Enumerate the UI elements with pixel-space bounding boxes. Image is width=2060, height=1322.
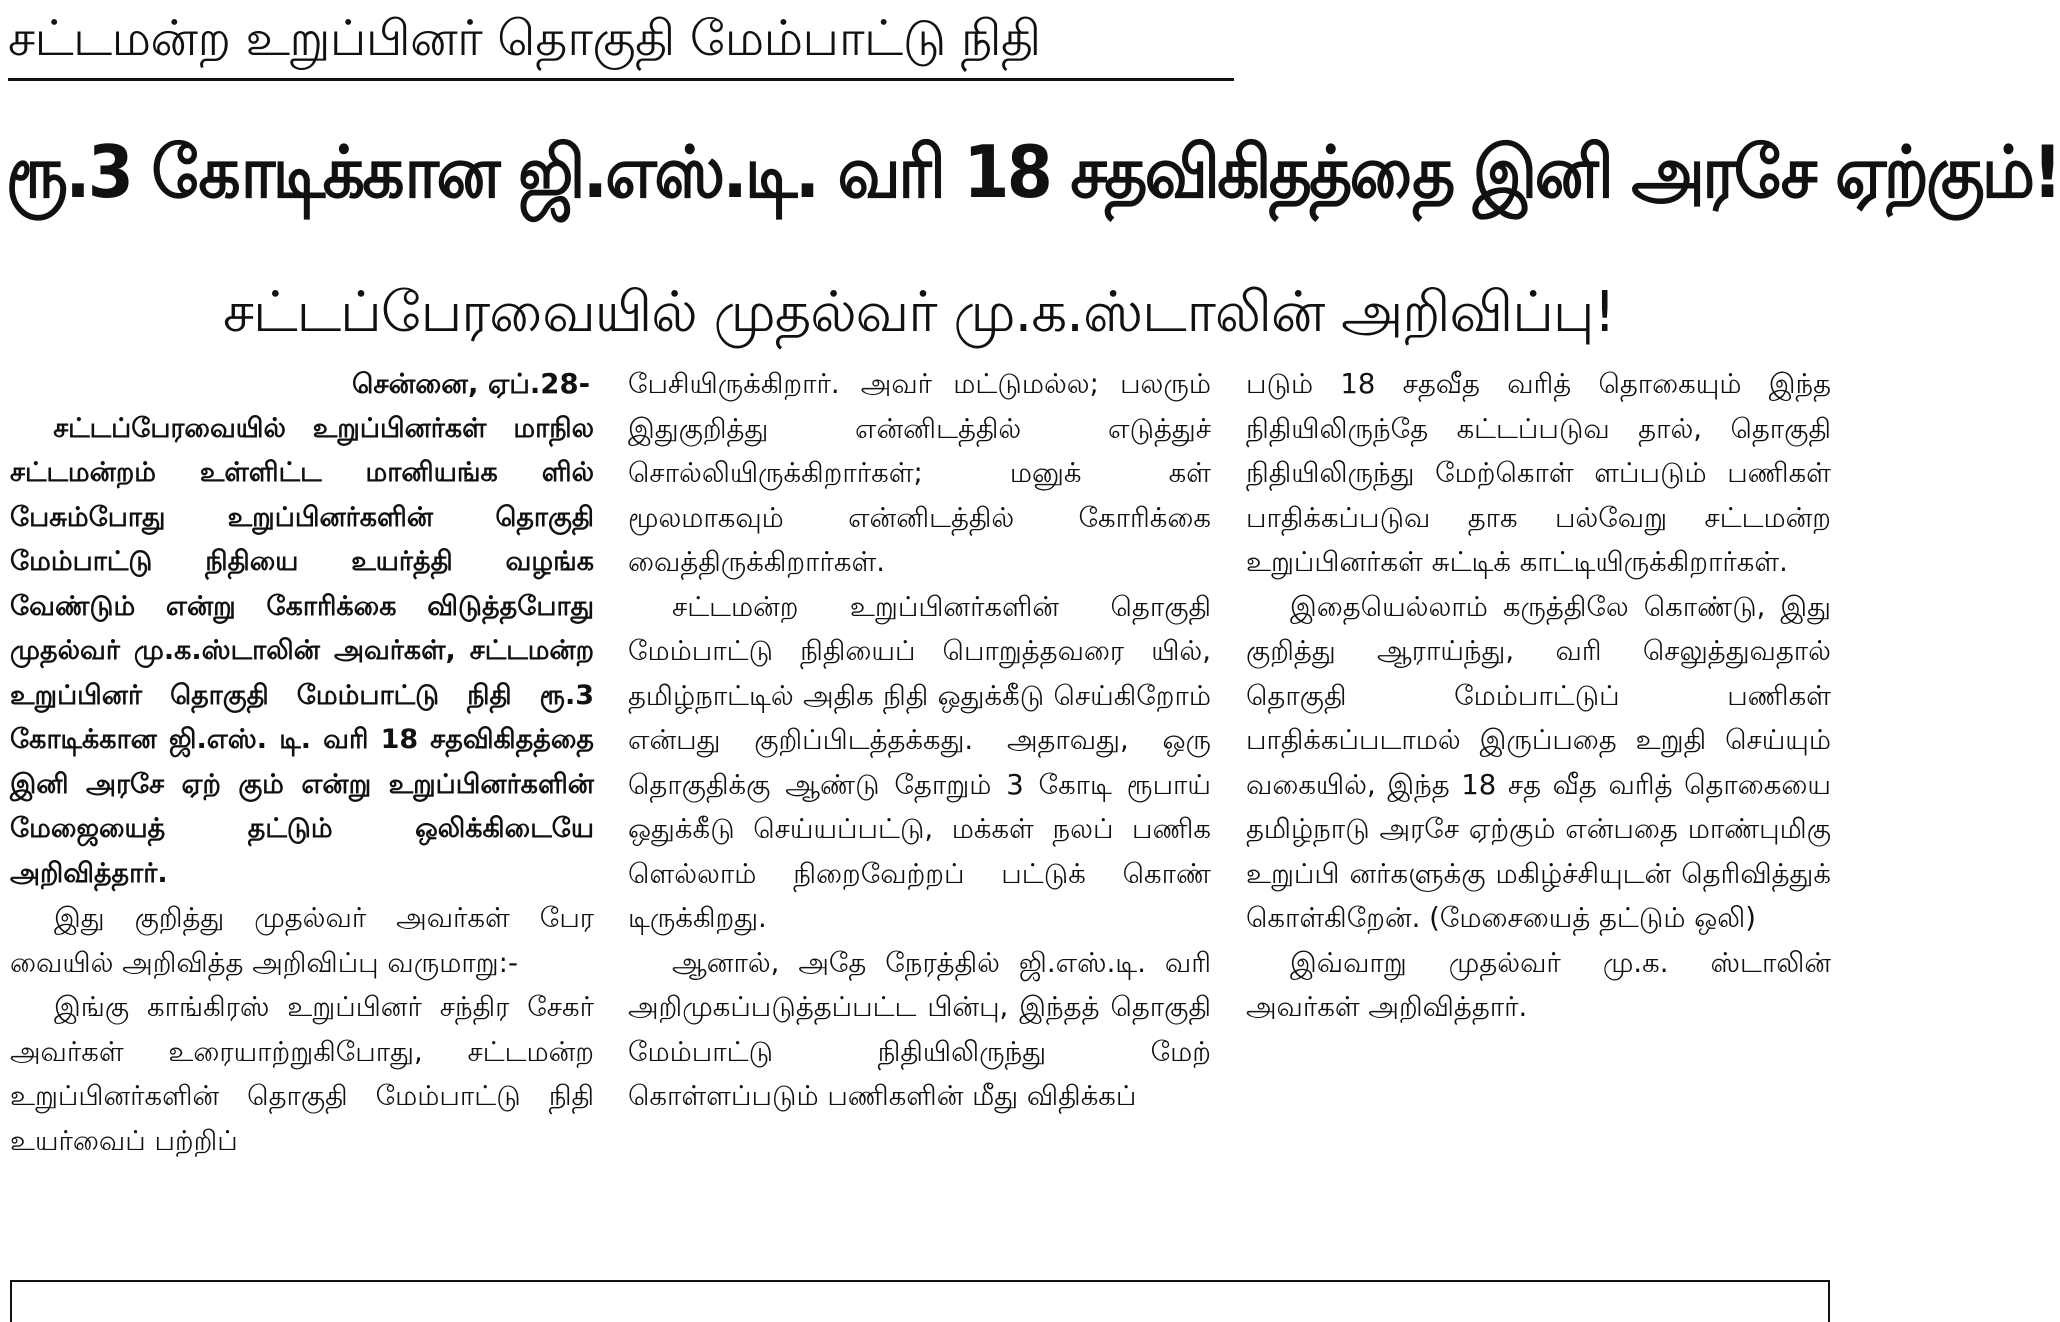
article-column-3 — [1246, 362, 1831, 1030]
body-paragraph: படும் 18 சதவீத வரித் தொகையும் இந்த நிதியிலிருந்தே கட்டப்படுவ தால், தொகுதி நிதியிலிருந்து மேற்கொள் ளப்படும் பணிகள் பாதிக்கப்படுவ தாக பல்வேறு சட்டமன்ற உறுப்பினர்கள் சுட்டிக் காட்டியிருக்கிறார்கள். — [1246, 368, 1831, 578]
dateline: சென்னை, ஏப்.28- — [351, 368, 590, 400]
body-paragraph: சட்டமன்ற உறுப்பினர்களின் தொகுதி மேம்பாட்டு நிதியைப் பொறுத்தவரை யில், தமிழ்நாட்டில் அதிக நிதி ஒதுக்கீடு செய்கிறோம் என்பது குறிப்பிடத்தக்கது. அதாவது, ஒரு தொகுதிக்கு ஆண்டு தோறும் 3 கோடி ரூபாய் ஒதுக்கீடு செய்யப்பட்டு, மக்கள் நலப் பணிக ளெல்லாம் நிறைவேற்றப் பட்டுக் கொண் டிருக்கிறது. — [628, 590, 1211, 934]
body-paragraph: இது குறித்து முதல்வர் அவர்கள் பேர வையில் அறிவித்த அறிவிப்பு வருமாறு:- — [10, 902, 594, 979]
next-article-border — [10, 1280, 1830, 1322]
body-paragraph: இதையெல்லாம் கருத்திலே கொண்டு, இது குறித்து ஆராய்ந்து, வரி செலுத்துவதால் தொகுதி மேம்பாட்டுப் பணிகள் பாதிக்கப்படாமல் இருப்பதை உறுதி செய்யும் வகையில், இந்த 18 சத வீத வரித் தொகையை தமிழ்நாடு அரசே ஏற்கும் என்பதை மாண்புமிகு உறுப்பி னர்களுக்கு மகிழ்ச்சியுடன் தெரிவித்துக் கொள்கிறேன். (மேசையைத் தட்டும் ஒலி) — [1246, 590, 1831, 934]
sub-headline: சட்டப்பேரவையில் முதல்வர் மு.க.ஸ்டாலின் அறிவிப்பு! — [223, 280, 1615, 345]
article-column-2 — [628, 362, 1211, 1119]
kicker-underline — [8, 78, 1234, 81]
lead-paragraph: சட்டப்பேரவையில் உறுப்பினர்கள் மாநில சட்டமன்றம் உள்ளிட்ட மானியங்க ளில் பேசும்போது உறுப்பினர்களின் தொகுதி மேம்பாட்டு நிதியை உயர்த்தி வழங்க வேண்டும் என்று கோரிக்கை விடுத்தபோது முதல்வர் மு.க.ஸ்டாலின் அவர்கள், சட்டமன்ற உறுப்பினர் தொகுதி மேம்பாட்டு நிதி ரூ.3 கோடிக்கான ஜி.எஸ். டி. வரி 18 சதவிகிதத்தை இனி அரசே ஏற் கும் என்று உறுப்பினர்களின் மேஜையைத் தட்டும் ஒலிக்கிடையே அறிவித்தார். — [10, 412, 594, 889]
body-paragraph: ஆனால், அதே நேரத்தில் ஜி.எஸ்.டி. வரி அறிமுகப்படுத்தப்பட்ட பின்பு, இந்தத் தொகுதி மேம்பாட்டு நிதியிலிருந்து மேற் கொள்ளப்படும் பணிகளின் மீது விதிக்கப் — [628, 946, 1211, 1112]
article-column-1 — [10, 362, 594, 1163]
kicker-heading: சட்டமன்ற உறுப்பினர் தொகுதி மேம்பாட்டு நிதி — [8, 10, 1041, 67]
body-paragraph: இங்கு காங்கிரஸ் உறுப்பினர் சந்திர சேகர் அவர்கள் உரையாற்றுகிபோது, சட்டமன்ற உறுப்பினர்களின் தொகுதி மேம்பாட்டு நிதி உயர்வைப் பற்றிப் — [10, 991, 594, 1157]
body-paragraph: பேசியிருக்கிறார். அவர் மட்டுமல்ல; பலரும் இதுகுறித்து என்னிடத்தில் எடுத்துச் சொல்லியிருக்கிறார்கள்; மனுக் கள் மூலமாகவும் என்னிடத்தில் கோரிக்கை வைத்திருக்கிறார்கள். — [628, 368, 1211, 578]
body-paragraph: இவ்வாறு முதல்வர் மு.க. ஸ்டாலின் அவர்கள் அறிவித்தார். — [1246, 946, 1831, 1023]
main-headline: ரூ.3 கோடிக்கான ஜி.எஸ்.டி. வரி 18 சதவிகிதத்தை இனி அரசே ஏற்கும்! — [6, 130, 2060, 214]
